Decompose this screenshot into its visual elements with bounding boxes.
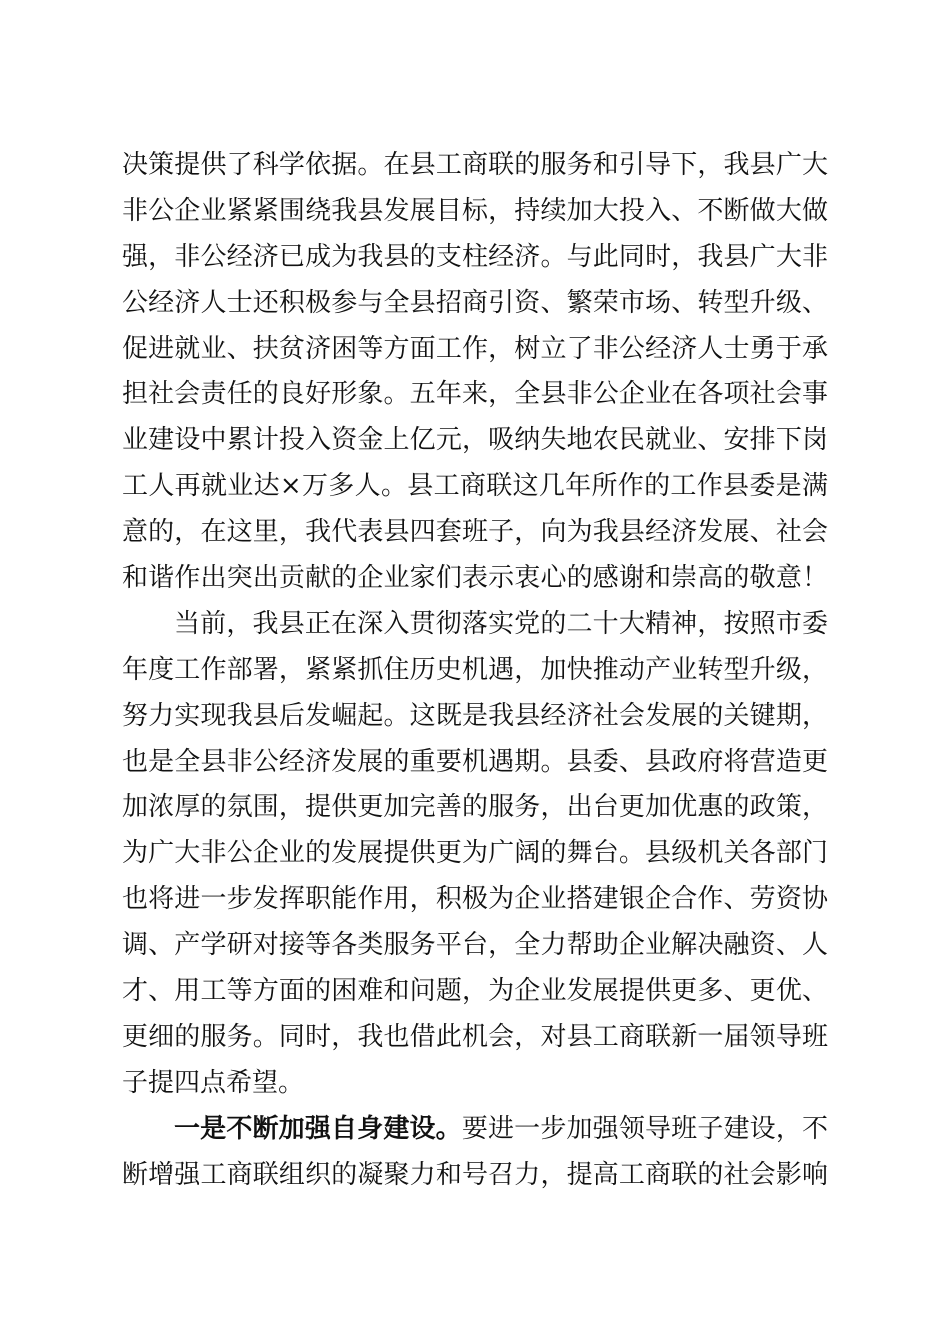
- text-line: 业建设中累计投入资金上亿元，吸纳失地农民就业、安排下岗: [122, 425, 828, 456]
- text-line: 也是全县非公经济发展的重要机遇期。县委、县政府将营造更: [122, 746, 828, 777]
- text-line: 更细的服务。同时，我也借此机会，对县工商联新一届领导班: [122, 1021, 828, 1052]
- text-line: 年度工作部署，紧紧抓住历史机遇，加快推动产业转型升级，: [122, 654, 828, 685]
- text-line: 担社会责任的良好形象。五年来，全县非公企业在各项社会事: [122, 379, 828, 410]
- paragraph-end-line: 子提四点希望。: [122, 1067, 305, 1098]
- document-body: [122, 143, 828, 1198]
- text-line: 断增强工商联组织的凝聚力和号召力，提高工商联的社会影响: [122, 1159, 828, 1190]
- point-one-text: 要进一步加强领导班子建设，不: [461, 1113, 828, 1144]
- text-line: 公经济人士还积极参与全县招商引资、繁荣市场、转型升级、: [122, 287, 828, 318]
- text-line: 和谐作出突出贡献的企业家们表示衷心的感谢和崇高的敬意！: [122, 563, 828, 594]
- point-one-line: [122, 1107, 828, 1153]
- text-line: 决策提供了科学依据。在县工商联的服务和引导下，我县广大: [122, 150, 828, 180]
- point-one-heading: 一是不断加强自身建设。: [174, 1113, 462, 1144]
- text-line: 调、产学研对接等各类服务平台，全力帮助企业解决融资、人: [122, 930, 828, 961]
- text-line: 强，非公经济已成为我县的支柱经济。与此同时，我县广大非: [122, 241, 828, 272]
- text-line: 才、用工等方面的困难和问题，为企业发展提供更多、更优、: [122, 976, 828, 1007]
- text-line: 促进就业、扶贫济困等方面工作，树立了非公经济人士勇于承: [122, 333, 828, 364]
- text-line: 加浓厚的氛围，提供更加完善的服务，出台更加优惠的政策，: [122, 792, 828, 823]
- text-line: 努力实现我县后发崛起。这既是我县经济社会发展的关键期，: [122, 700, 828, 731]
- text-line: 非公企业紧紧围绕我县发展目标，持续加大投入、不断做大做: [122, 195, 828, 226]
- text-line: 为广大非公企业的发展提供更为广阔的舞台。县级机关各部门: [122, 838, 828, 869]
- paragraph-start-line: 当前，我县正在深入贯彻落实党的二十大精神，按照市委: [174, 608, 828, 639]
- text-line: 意的，在这里，我代表县四套班子，向为我县经济发展、社会: [122, 517, 828, 548]
- text-line: 工人再就业达×万多人。县工商联这几年所作的工作县委是满: [122, 471, 828, 502]
- text-line: 也将进一步发挥职能作用，积极为企业搭建银企合作、劳资协: [122, 884, 828, 915]
